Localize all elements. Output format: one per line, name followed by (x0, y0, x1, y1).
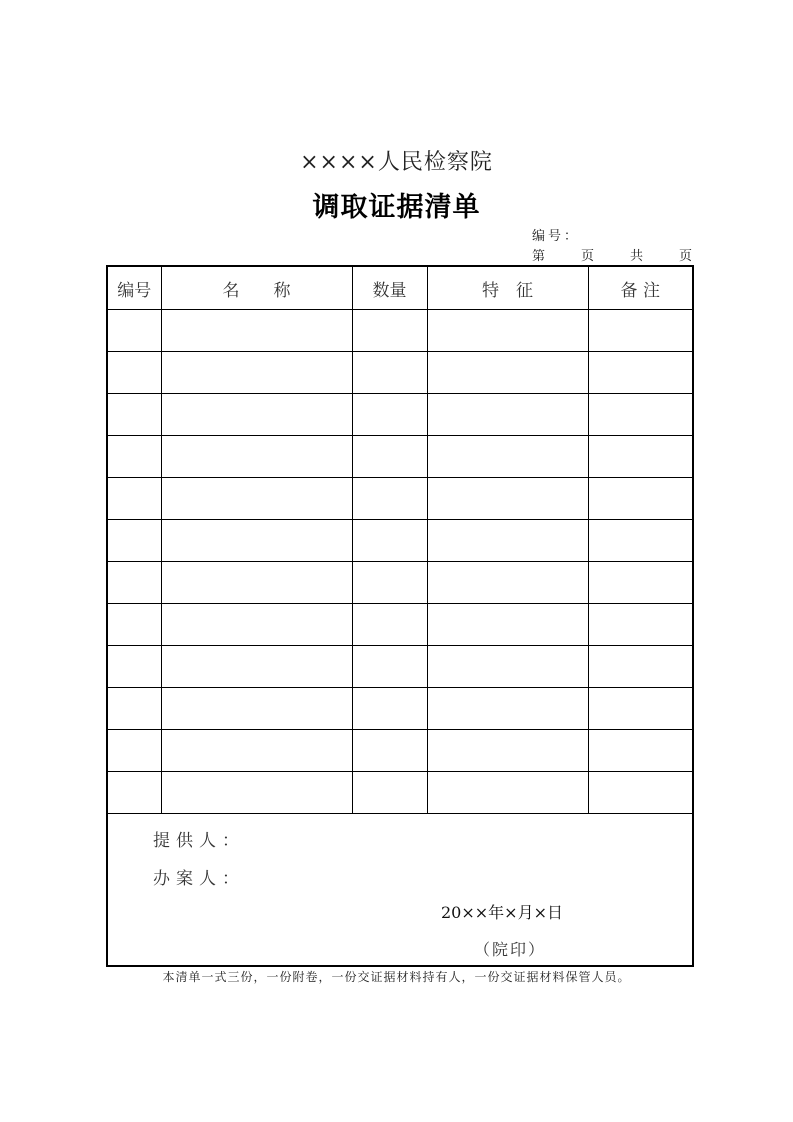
cell-quantity[interactable] (352, 730, 427, 772)
cell-quantity[interactable] (352, 394, 427, 436)
cell-name[interactable] (161, 562, 352, 604)
cell-feature[interactable] (427, 436, 588, 478)
cell-number[interactable] (108, 604, 161, 646)
cell-name[interactable] (161, 310, 352, 352)
table-row (108, 730, 692, 772)
cell-feature[interactable] (427, 520, 588, 562)
cell-remark[interactable] (588, 772, 692, 814)
cell-remark[interactable] (588, 352, 692, 394)
evidence-form (106, 265, 694, 967)
cell-number[interactable] (108, 688, 161, 730)
cell-number[interactable] (108, 730, 161, 772)
column-header-name: 名 称 (161, 267, 352, 310)
cell-number[interactable] (108, 520, 161, 562)
cell-remark[interactable] (588, 604, 692, 646)
cell-quantity[interactable] (352, 352, 427, 394)
cell-number[interactable] (108, 310, 161, 352)
cell-remark[interactable] (588, 688, 692, 730)
cell-number[interactable] (108, 436, 161, 478)
footnote: 本清单一式三份，一份附卷，一份交证据材料持有人，一份交证据材料保管人员。 (162, 970, 631, 984)
cell-number[interactable] (108, 772, 161, 814)
cell-remark[interactable] (588, 520, 692, 562)
table-row (108, 436, 692, 478)
cell-remark[interactable] (588, 562, 692, 604)
cell-number[interactable] (108, 352, 161, 394)
table-row (108, 688, 692, 730)
column-header-remark: 备 注 (588, 267, 692, 310)
cell-name[interactable] (161, 604, 352, 646)
cell-quantity[interactable] (352, 436, 427, 478)
page-counter (532, 245, 692, 264)
cell-name[interactable] (161, 646, 352, 688)
cell-feature[interactable] (427, 772, 588, 814)
cell-name[interactable] (161, 688, 352, 730)
table-row (108, 478, 692, 520)
cell-remark[interactable] (588, 310, 692, 352)
cell-remark[interactable] (588, 646, 692, 688)
page-prefix-label: 第 (532, 249, 546, 264)
cell-feature[interactable] (427, 562, 588, 604)
table-row (108, 646, 692, 688)
signature-date: 20××年×月×日 (441, 903, 563, 922)
cell-quantity[interactable] (352, 562, 427, 604)
column-header-number: 编号 (108, 267, 161, 310)
provider-label: 提供人： (153, 831, 245, 851)
cell-feature[interactable] (427, 352, 588, 394)
page-total-label: 页 (678, 249, 692, 264)
cell-name[interactable] (161, 730, 352, 772)
cell-feature[interactable] (427, 604, 588, 646)
cell-name[interactable] (161, 352, 352, 394)
cell-name[interactable] (161, 394, 352, 436)
column-header-quantity: 数量 (352, 267, 427, 310)
cell-quantity[interactable] (352, 646, 427, 688)
table-row (108, 310, 692, 352)
cell-feature[interactable] (427, 310, 588, 352)
court-seal-label: （院印） (474, 940, 547, 959)
cell-remark[interactable] (588, 394, 692, 436)
cell-feature[interactable] (427, 646, 588, 688)
page-current-label: 页 (580, 249, 594, 264)
cell-number[interactable] (108, 478, 161, 520)
table-row (108, 520, 692, 562)
cell-quantity[interactable] (352, 520, 427, 562)
cell-feature[interactable] (427, 688, 588, 730)
table-row (108, 772, 692, 814)
cell-quantity[interactable] (352, 772, 427, 814)
cell-number[interactable] (108, 562, 161, 604)
table-row (108, 604, 692, 646)
agency-name: ××××人民检察院 (300, 150, 493, 175)
cell-quantity[interactable] (352, 478, 427, 520)
cell-feature[interactable] (427, 478, 588, 520)
cell-quantity[interactable] (352, 310, 427, 352)
column-header-feature: 特 征 (427, 267, 588, 310)
cell-remark[interactable] (588, 436, 692, 478)
cell-name[interactable] (161, 520, 352, 562)
table-row (108, 352, 692, 394)
cell-name[interactable] (161, 478, 352, 520)
cell-name[interactable] (161, 436, 352, 478)
cell-remark[interactable] (588, 478, 692, 520)
table-header-row (108, 267, 692, 310)
cell-remark[interactable] (588, 730, 692, 772)
evidence-table (108, 267, 692, 814)
document-number-label: 编号： (532, 229, 581, 244)
cell-feature[interactable] (427, 730, 588, 772)
table-row (108, 394, 692, 436)
cell-number[interactable] (108, 646, 161, 688)
page-total-prefix-label: 共 (629, 249, 643, 264)
signature-area (108, 814, 692, 962)
table-row (108, 562, 692, 604)
cell-quantity[interactable] (352, 688, 427, 730)
cell-feature[interactable] (427, 394, 588, 436)
cell-name[interactable] (161, 772, 352, 814)
document-title: 调取证据清单 (312, 192, 481, 223)
cell-number[interactable] (108, 394, 161, 436)
case-handler-label: 办案人： (153, 869, 245, 889)
cell-quantity[interactable] (352, 604, 427, 646)
